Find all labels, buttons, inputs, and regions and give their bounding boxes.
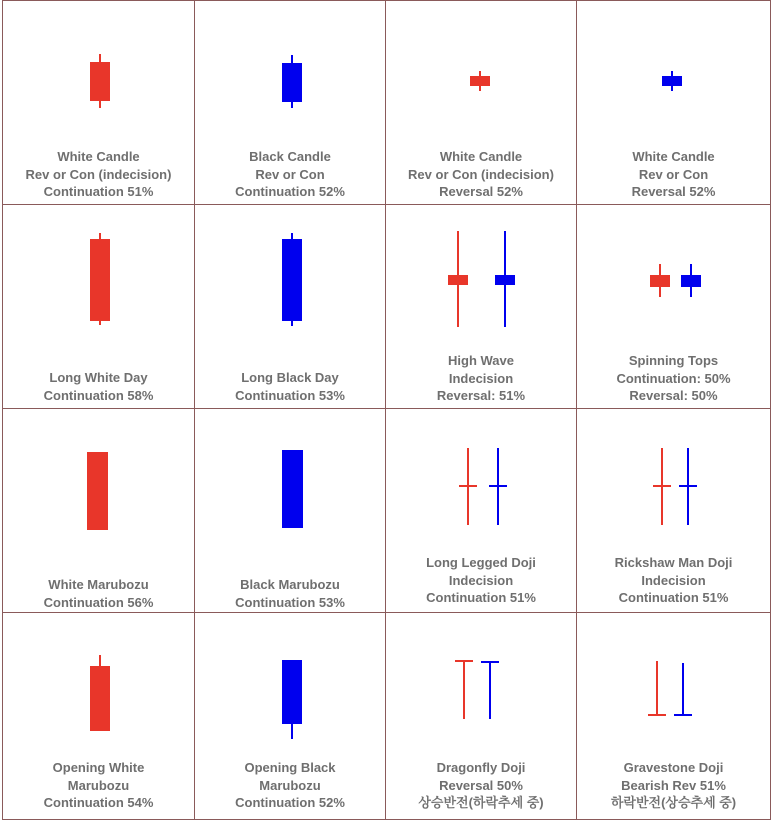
candle-body — [282, 239, 302, 321]
pattern-caption — [195, 576, 385, 611]
pattern-caption — [195, 759, 385, 812]
caption-line: Reversal: 50% — [629, 388, 718, 403]
caption-line: Reversal: 51% — [436, 388, 526, 403]
caption-line: Rev or Con (indecision) — [408, 166, 554, 182]
candle-body — [282, 450, 303, 528]
caption-line: Indecision — [448, 370, 514, 386]
pattern-cell-rickshaw-man-doji — [576, 408, 771, 613]
pattern-caption — [386, 352, 576, 405]
candle-body — [282, 63, 302, 102]
caption-line: Continuation 54% — [43, 795, 154, 810]
pattern-cell-long-white-day — [2, 204, 195, 409]
caption-line: Continuation 52% — [235, 795, 345, 810]
candle-body — [87, 452, 108, 530]
caption-line: White Candle — [57, 149, 140, 164]
caption-line: Opening White — [52, 760, 145, 775]
caption-line: Continuation: 50% — [616, 370, 731, 386]
caption-line: Dragonfly Doji — [436, 760, 526, 775]
caption-line: Rev or Con — [638, 166, 709, 182]
caption-line: Continuation 51% — [43, 184, 154, 199]
caption-line: High Wave — [448, 353, 514, 368]
candle-body — [662, 76, 682, 86]
pattern-cell-opening-white-marubozu — [2, 612, 195, 820]
pattern-cell-spinning-tops — [576, 204, 771, 409]
caption-line: Marubozu — [259, 777, 321, 793]
pattern-cell-dragonfly-doji — [385, 612, 577, 820]
caption-line: Bearish Rev 51% — [621, 777, 726, 793]
pattern-caption — [386, 148, 576, 201]
pattern-caption — [577, 352, 770, 405]
caption-line: Continuation 51% — [426, 590, 536, 605]
pattern-cell-long-black-day — [194, 204, 386, 409]
candle-body — [90, 62, 110, 101]
caption-line: Continuation 52% — [235, 184, 345, 199]
caption-line: Long Legged Doji — [426, 555, 536, 570]
candle-blue-body — [681, 275, 701, 287]
caption-line: Reversal 52% — [631, 184, 716, 199]
pattern-caption — [3, 576, 194, 611]
pattern-cell-gravestone-doji — [576, 612, 771, 820]
caption-line: Continuation 58% — [43, 387, 154, 403]
caption-line: Rickshaw Man Doji — [614, 555, 733, 570]
pattern-cell-opening-black-marubozu — [194, 612, 386, 820]
pattern-caption — [577, 554, 770, 607]
pattern-caption — [3, 759, 194, 812]
caption-line: White Marubozu — [48, 577, 149, 592]
candle-body — [282, 660, 302, 724]
pattern-cell-white-candle-small-blue — [576, 0, 771, 205]
caption-line: Marubozu — [67, 777, 130, 793]
pattern-caption — [386, 554, 576, 607]
caption-line: Continuation 53% — [235, 594, 345, 610]
caption-line: Opening Black — [244, 760, 336, 775]
caption-line: Long White Day — [49, 370, 148, 385]
caption-line: White Candle — [632, 149, 715, 164]
pattern-caption — [577, 148, 770, 201]
pattern-cell-white-candle — [2, 0, 195, 205]
caption-line: Gravestone Doji — [623, 760, 724, 775]
caption-line: Long Black Day — [241, 370, 339, 385]
pattern-cell-high-wave — [385, 204, 577, 409]
caption-line: Spinning Tops — [628, 353, 719, 368]
candle-blue-body — [495, 275, 515, 285]
caption-line: Reversal 50% — [439, 777, 523, 793]
caption-line: Rev or Con — [255, 166, 325, 182]
caption-line: 상승반전(하락추세 중) — [418, 795, 544, 810]
candle-red-body — [650, 275, 670, 287]
caption-line: Black Candle — [249, 149, 331, 164]
pattern-caption — [195, 369, 385, 404]
pattern-cell-white-candle-small — [385, 0, 577, 205]
pattern-caption — [3, 148, 194, 201]
pattern-cell-long-legged-doji — [385, 408, 577, 613]
caption-line: White Candle — [439, 149, 523, 164]
candle-body — [470, 76, 490, 86]
candlestick-pattern-grid — [2, 0, 770, 819]
candle-body — [90, 666, 110, 731]
candle-red-body — [448, 275, 468, 285]
caption-line: Indecision — [448, 572, 514, 588]
pattern-caption — [386, 759, 576, 812]
caption-line: 하락반전(상승추세 중) — [610, 795, 737, 810]
pattern-cell-white-marubozu — [2, 408, 195, 613]
pattern-caption — [195, 148, 385, 201]
caption-line: Continuation 51% — [618, 590, 729, 605]
caption-line: Indecision — [641, 572, 706, 588]
caption-line: Continuation 56% — [43, 594, 154, 610]
candle-body — [90, 239, 110, 321]
pattern-caption — [577, 759, 770, 812]
pattern-caption — [3, 369, 194, 404]
caption-line: Continuation 53% — [235, 387, 345, 403]
caption-line: Reversal 52% — [439, 184, 523, 199]
pattern-cell-black-candle — [194, 0, 386, 205]
caption-line: Rev or Con (indecision) — [25, 166, 172, 182]
caption-line: Black Marubozu — [240, 577, 340, 592]
pattern-cell-black-marubozu — [194, 408, 386, 613]
